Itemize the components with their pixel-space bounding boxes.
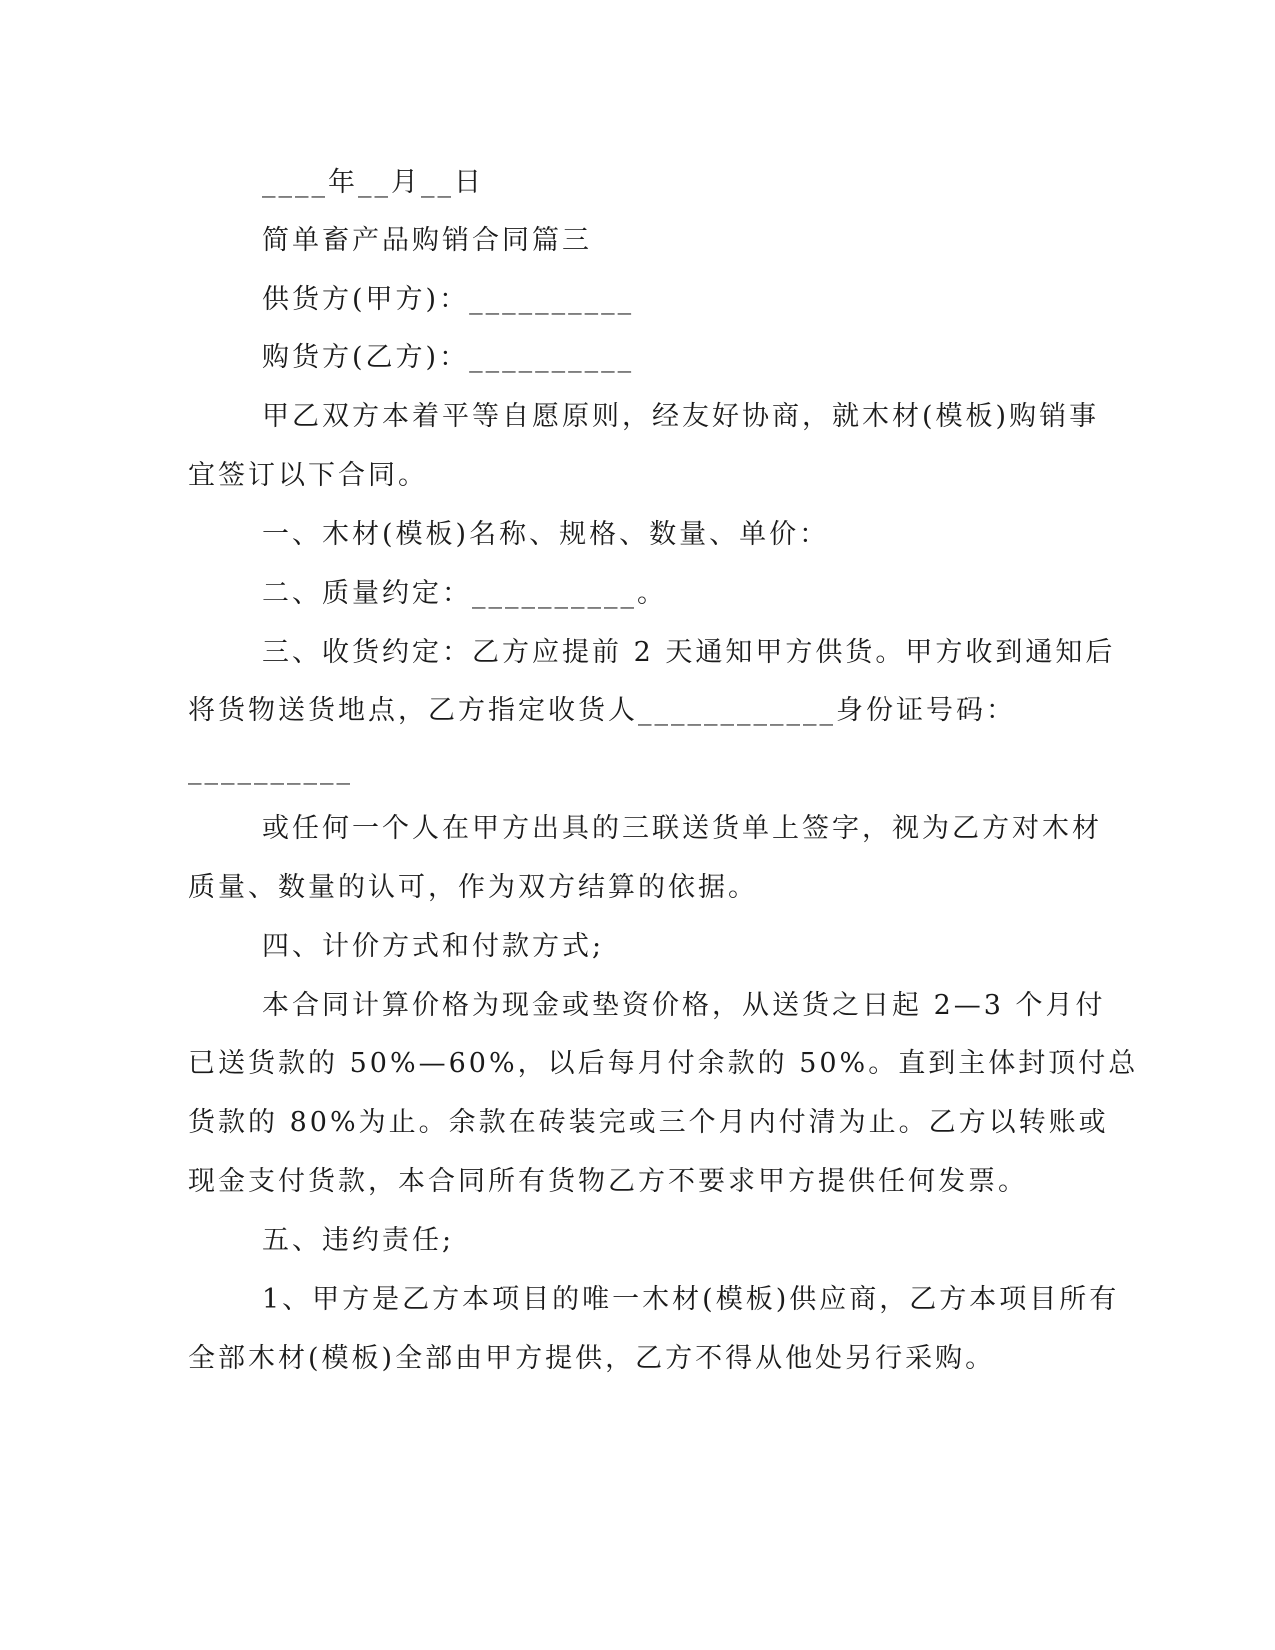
paragraph-line: 将货物送货地点，乙方指定收货人____________身份证号码： xyxy=(188,695,1016,726)
supplier-line: 供货方(甲方)：__________ xyxy=(262,284,635,315)
contract-title: 简单畜产品购销合同篇三 xyxy=(262,225,592,256)
paragraph-line: 本合同计算价格为现金或垫资价格，从送货之日起 2—3 个月付 xyxy=(262,990,1106,1021)
clause-heading: 二、质量约定：__________。 xyxy=(262,578,667,609)
date-line: ____年__月__日 xyxy=(262,167,484,198)
buyer-line: 购货方(乙方)：__________ xyxy=(262,342,635,373)
paragraph-line: 三、收货约定：乙方应提前 2 天通知甲方供货。甲方收到通知后 xyxy=(262,637,1116,668)
clause-heading: 四、计价方式和付款方式; xyxy=(262,931,605,962)
paragraph-line: 现金支付货款，本合同所有货物乙方不要求甲方提供任何发票。 xyxy=(188,1166,1028,1197)
paragraph-line: 质量、数量的认可，作为双方结算的依据。 xyxy=(188,872,758,903)
clause-heading: 五、违约责任; xyxy=(262,1225,455,1256)
paragraph-line: 或任何一个人在甲方出具的三联送货单上签字，视为乙方对木材 xyxy=(262,813,1102,844)
paragraph-line: 货款的 80%为止。余款在砖装完或三个月内付清为止。乙方以转账或 xyxy=(188,1107,1109,1138)
clause-heading: 一、木材(模板)名称、规格、数量、单价： xyxy=(262,519,830,550)
paragraph-line: 全部木材(模板)全部由甲方提供，乙方不得从他处另行采购。 xyxy=(188,1343,996,1374)
paragraph-line: 甲乙双方本着平等自愿原则，经友好协商，就木材(模板)购销事 xyxy=(262,401,1100,432)
blank-line: __________ xyxy=(188,754,353,785)
paragraph-line: 宜签订以下合同。 xyxy=(188,460,428,491)
paragraph-line: 已送货款的 50%—60%，以后每月付余款的 50%。直到主体封顶付总 xyxy=(188,1048,1139,1079)
paragraph-line: 1、甲方是乙方本项目的唯一木材(模板)供应商，乙方本项目所有 xyxy=(262,1284,1120,1315)
